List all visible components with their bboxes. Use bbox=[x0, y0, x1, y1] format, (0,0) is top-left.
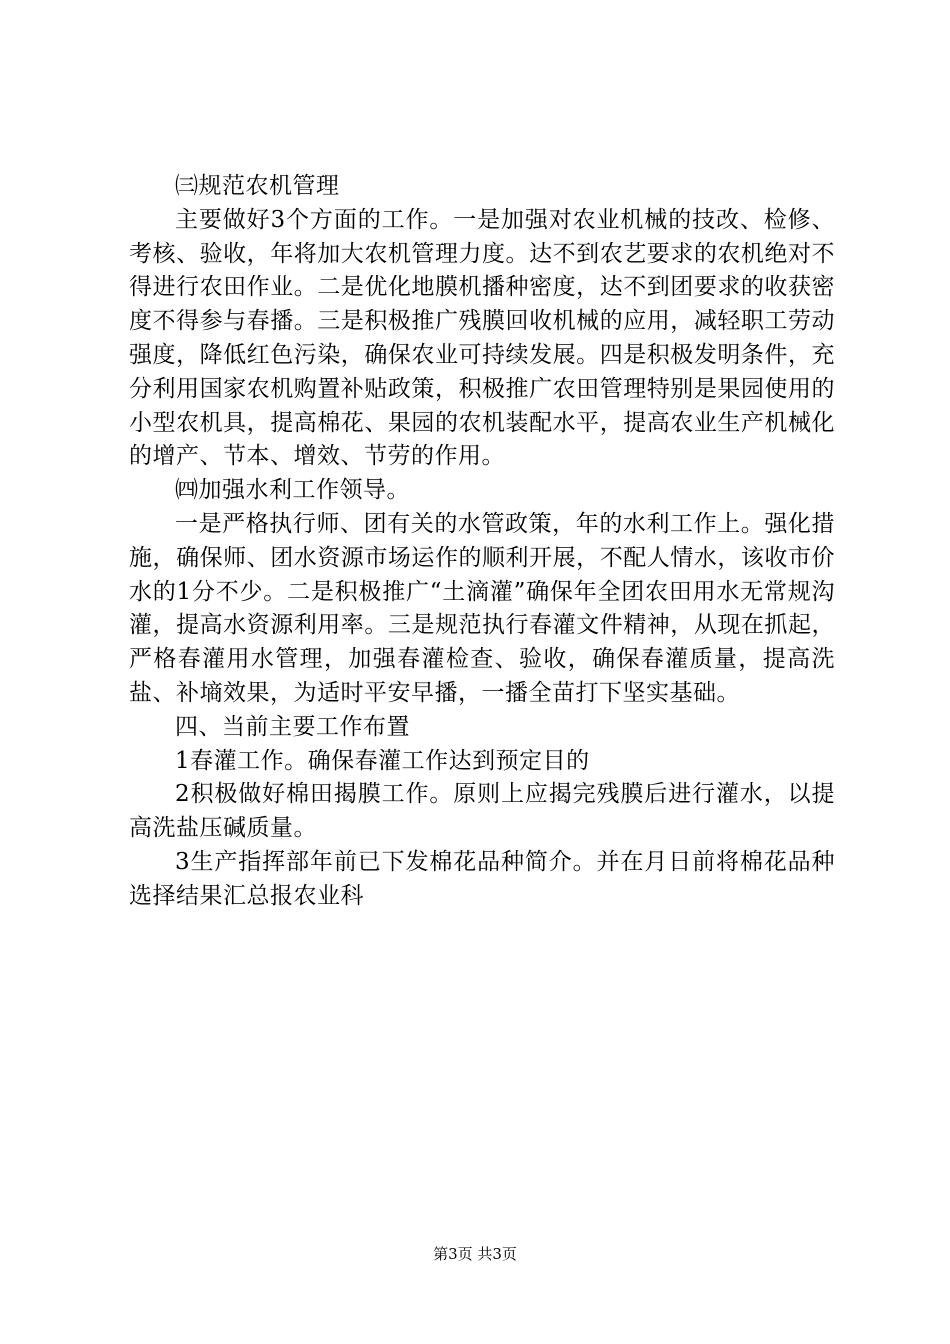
section-heading-3: ㈢规范农机管理 bbox=[175, 173, 340, 199]
body-paragraph: 主要做好3个方面的工作。一是加强对农业机械的技改、检修、考核、验收，年将加大农机管理力度。达不到农艺要求的农机绝对不得进行农田作业。二是优化地膜机播种密度，达不到团要求的收获密度不得参与春播。三是积极推广残膜回收机械的应用，减轻职工劳动强度，降低红色污染，确保农业可持续发展。四是积极发明条件，充分利用国家农机购置补贴政策，积极推广农田管理特别是果园使用的小型农机具，提高棉花、果园的农机装配水平，提高农业生产机械化的增产、节本、增效、节劳的作用。 bbox=[129, 206, 835, 470]
list-item: 1春灌工作。确保春灌工作达到预定目的 bbox=[175, 747, 590, 774]
section-heading-4: ㈣加强水利工作领导。 bbox=[175, 477, 410, 504]
list-item: 3生产指挥部年前已下发棉花品种简介。并在月日前将棉花品种选择结果汇总报农业科 bbox=[129, 848, 835, 909]
document-body bbox=[129, 170, 835, 914]
section-heading-current-work: 四、当前主要工作布置 bbox=[175, 713, 410, 740]
page-footer: 第3页 共3页 bbox=[433, 1245, 517, 1263]
list-item: 2积极做好棉田揭膜工作。原则上应揭完残膜后进行灌水，以提高洗盐压碱质量。 bbox=[129, 781, 835, 842]
body-paragraph: 一是严格执行师、团有关的水管政策，年的水利工作上。强化措施，确保师、团水资源市场运作的顺利开展，不配人情水，该收市价水的1分不少。二是积极推广“土滴灌”确保年全团农田用水无常规沟灌，提高水资源利用率。三是规范执行春灌文件精神，从现在抓起，严格春灌用水管理，加强春灌检查、验收，确保春灌质量，提高洗盐、补墒效果，为适时平安早播，一播全苗打下坚实基础。 bbox=[129, 510, 835, 706]
